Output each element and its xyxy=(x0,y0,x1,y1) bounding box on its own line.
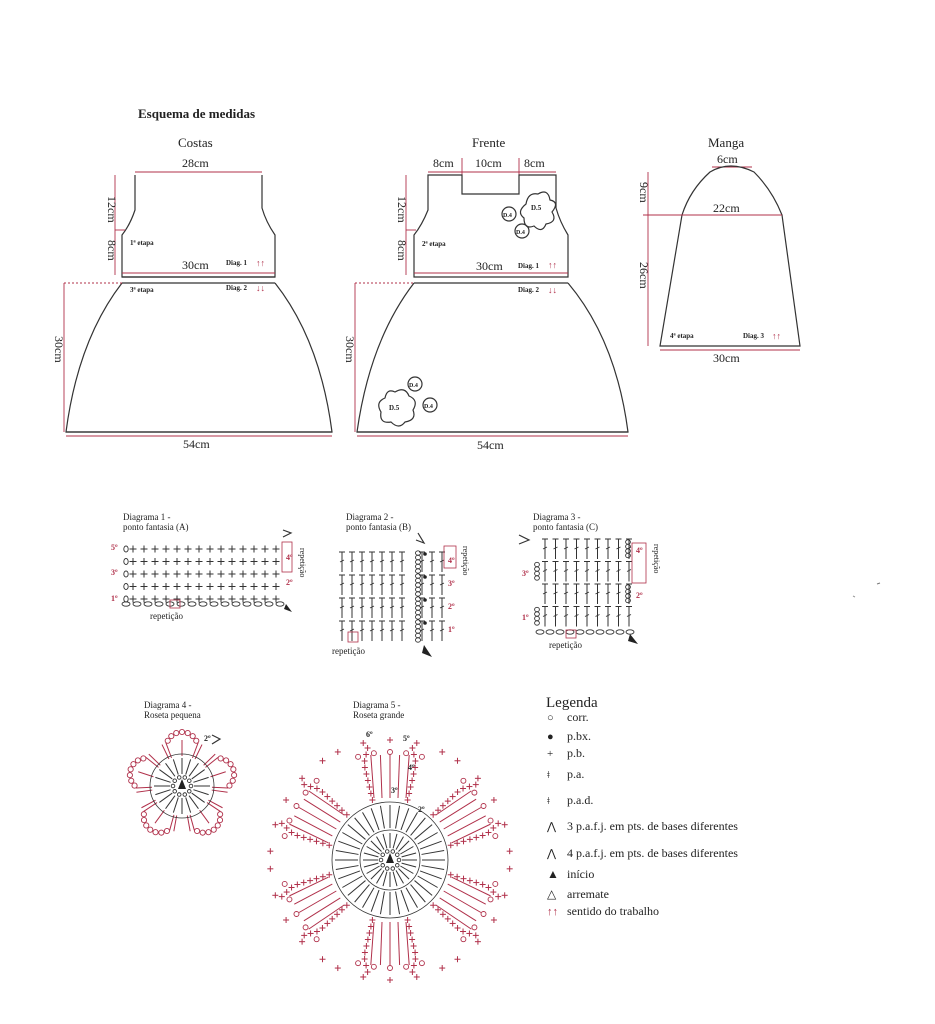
arrows-up-icon: ↑↑ xyxy=(256,258,265,268)
legend-symbol-icon: ǂ xyxy=(547,769,550,781)
flower-small-bottom xyxy=(408,377,422,391)
costas-diag1: Diag. 1 xyxy=(226,259,247,267)
manga-body-height: 26cm xyxy=(637,262,651,289)
legend-label: 4 p.a.f.j. em pts. de bases diferentes xyxy=(567,846,738,860)
row-label: 5º xyxy=(403,734,410,743)
costas-stage3: 3ª etapa xyxy=(130,286,154,294)
legend-symbol-icon: ǂ xyxy=(547,795,550,807)
diagram-4-subtitle: Roseta pequena xyxy=(144,710,201,720)
manga-stage4: 4ª etapa xyxy=(670,332,694,340)
row-label: 3º xyxy=(448,579,455,588)
row-label: 3º xyxy=(522,569,529,578)
diagram-4 xyxy=(127,700,236,835)
diagram-5-title: Diagrama 5 - xyxy=(353,700,401,710)
diagram-1-grid xyxy=(122,546,284,607)
legend-symbol-icon: ↑↑ xyxy=(547,906,558,918)
arrows-up-icon: ↑↑ xyxy=(772,331,781,341)
row-label: 2º xyxy=(286,578,293,587)
legend-symbol-icon: ● xyxy=(547,731,554,743)
frente-left-width: 8cm xyxy=(433,156,454,170)
frente-right-width: 8cm xyxy=(524,156,545,170)
row-label: 2º xyxy=(204,734,211,743)
legend-label: p.a.d. xyxy=(567,793,594,807)
diagram-1-subtitle: ponto fantasia (A) xyxy=(123,522,189,532)
diagram-3-subtitle: ponto fantasia (C) xyxy=(533,522,598,532)
frente-neck-width: 10cm xyxy=(475,156,502,170)
diagram-4-title: Diagrama 4 - xyxy=(144,700,192,710)
frente-diag2: Diag. 2 xyxy=(518,286,539,294)
legend-label: p.bx. xyxy=(567,729,591,743)
row-label: 1º xyxy=(522,613,529,622)
row-label: 1º xyxy=(448,625,455,634)
costas-top-width: 28cm xyxy=(182,156,209,170)
legend-label: p.b. xyxy=(567,746,585,760)
row-label: 3º xyxy=(111,568,118,577)
diagram-2 xyxy=(332,512,470,657)
manga-diag3: Diag. 3 xyxy=(743,332,764,340)
flower-small-top xyxy=(502,207,516,221)
frente-bottom-width: 54cm xyxy=(477,438,504,452)
finish-arrow-icon xyxy=(519,535,529,544)
manga-cap-height: 9cm xyxy=(637,182,651,203)
diagram-3-grid xyxy=(535,539,634,634)
diagram-2-subtitle: ponto fantasia (B) xyxy=(346,522,411,532)
arrows-up-icon: ↑↑ xyxy=(548,260,557,270)
repeat-label: repetição xyxy=(461,546,470,576)
costas-height-upper: 12cm xyxy=(105,196,119,223)
legend-label: arremate xyxy=(567,887,609,901)
flower-large-bottom xyxy=(379,390,416,426)
diagram-3-title: Diagrama 3 - xyxy=(533,512,581,522)
frente-schematic xyxy=(343,135,628,452)
svg-text:D.4: D.4 xyxy=(424,404,433,410)
row-label: 5º xyxy=(111,543,118,552)
frente-diag1: Diag. 1 xyxy=(518,262,539,270)
manga-top-width: 6cm xyxy=(717,152,738,166)
frente-label: Frente xyxy=(472,135,506,150)
repeat-label: repetição xyxy=(298,548,307,578)
row-label: 4º xyxy=(286,553,293,562)
costas-stage1: 1ª etapa xyxy=(130,239,154,247)
svg-text:D.4: D.4 xyxy=(503,213,512,219)
row-label: 4º xyxy=(408,763,415,772)
diagram-1-title: Diagrama 1 - xyxy=(123,512,171,522)
start-arrow-icon xyxy=(284,604,292,612)
legend-symbol-icon: + xyxy=(547,748,554,760)
row-label: 4º xyxy=(636,546,643,555)
costas-height-lower: 8cm xyxy=(105,240,119,261)
row-label: 3º xyxy=(391,786,398,795)
frente-height-upper: 12cm xyxy=(395,196,409,223)
repeat-label: repetição xyxy=(549,640,582,650)
legend-symbol-icon: △ xyxy=(547,887,557,901)
costas-skirt-height: 30cm xyxy=(52,336,66,363)
manga-schematic xyxy=(637,135,800,365)
row-label: 2º xyxy=(448,602,455,611)
legend-label: corr. xyxy=(567,710,589,724)
legend-label: sentido do trabalho xyxy=(567,904,659,918)
legend-title: Legenda xyxy=(546,695,598,711)
row-label: 4º xyxy=(448,556,455,565)
legend-label: 3 p.a.f.j. em pts. de bases diferentes xyxy=(567,819,738,833)
diagram-2-title: Diagrama 2 - xyxy=(346,512,394,522)
frente-skirt-height: 30cm xyxy=(343,336,357,363)
diagram-5 xyxy=(267,700,512,983)
finish-arrow-icon xyxy=(416,533,424,543)
diagram-5-subtitle: Roseta grande xyxy=(353,710,405,720)
start-arrow-icon xyxy=(422,645,432,657)
finish-arrow-icon xyxy=(212,735,220,744)
repeat-label: repetição xyxy=(652,544,661,574)
flower-small-top2 xyxy=(515,224,529,238)
manga-label: Manga xyxy=(708,135,745,150)
frente-stage2: 2ª etapa xyxy=(422,240,446,248)
small-rosette xyxy=(127,729,236,835)
row-label: 2º xyxy=(418,805,425,814)
manga-bottom-width: 30cm xyxy=(713,351,740,365)
start-arrow-icon xyxy=(628,634,638,644)
page-title: Esquema de medidas xyxy=(138,106,256,121)
finish-arrow-icon xyxy=(283,530,291,537)
repeat-label: repetição xyxy=(150,611,183,621)
svg-text:D.4: D.4 xyxy=(516,230,525,236)
repeat-label: repetição xyxy=(332,646,365,656)
legend-label: início xyxy=(567,867,595,881)
manga-cap-width: 22cm xyxy=(713,201,740,215)
row-label: 6º xyxy=(366,730,373,739)
svg-text:D.5: D.5 xyxy=(389,404,400,412)
legend-symbol-icon: ⋀ xyxy=(547,848,557,860)
costas-label: Costas xyxy=(178,135,213,150)
legend xyxy=(546,695,738,918)
large-rosette xyxy=(267,737,512,983)
svg-text:D.5: D.5 xyxy=(531,204,542,212)
legend-symbol-icon: ▲ xyxy=(547,867,559,881)
legend-label: p.a. xyxy=(567,767,585,781)
frente-waist-width: 30cm xyxy=(476,259,503,273)
legend-symbol-icon: ⋀ xyxy=(547,821,557,833)
arrows-down-icon: ↓↓ xyxy=(256,283,265,293)
frente-height-lower: 8cm xyxy=(395,240,409,261)
diagram-3 xyxy=(519,512,661,650)
costas-diag2: Diag. 2 xyxy=(226,284,247,292)
legend-symbol-icon: ○ xyxy=(547,712,554,724)
diagram-2-grid xyxy=(339,551,445,642)
costas-schematic xyxy=(52,135,332,451)
diagram-1 xyxy=(111,512,307,621)
arrows-down-icon: ↓↓ xyxy=(548,285,557,295)
flower-large-top xyxy=(520,192,555,230)
costas-bottom-width: 54cm xyxy=(183,437,210,451)
svg-text:D.4: D.4 xyxy=(409,383,418,389)
flower-small-bottom2 xyxy=(423,398,437,412)
row-label: 1º xyxy=(111,594,118,603)
costas-waist-width: 30cm xyxy=(182,258,209,272)
row-label: 2º xyxy=(636,591,643,600)
